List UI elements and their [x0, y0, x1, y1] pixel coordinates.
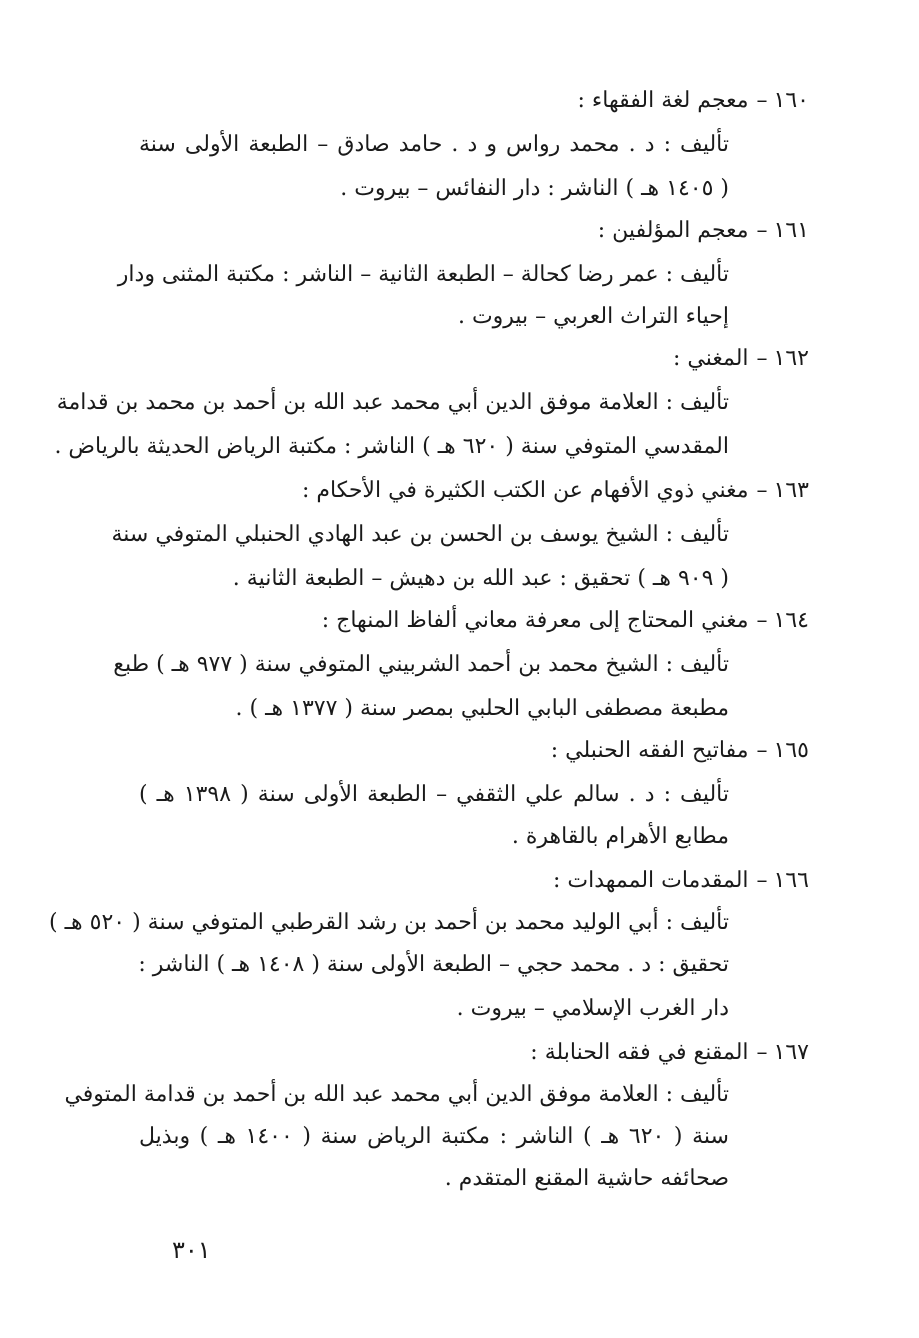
- entry-title-text: معجم لغة الفقهاء :: [577, 88, 749, 113]
- entry-165-line-2: مطابع الأهرام بالقاهرة .: [511, 824, 729, 849]
- entry-160-title: [109, 86, 809, 116]
- entry-161-line-2: إحياء التراث العربي – بيروت .: [457, 304, 729, 329]
- entry-165-title: [109, 736, 809, 766]
- page-number: ٣٠١: [172, 1236, 211, 1264]
- entry-title-text: المقنع في فقه الحنابلة :: [530, 1040, 749, 1065]
- entry-167-title: [109, 1038, 809, 1068]
- entry-163-title: [109, 476, 809, 506]
- entry-number: ١٦٢: [773, 346, 809, 371]
- entry-166-title: [109, 866, 809, 896]
- dash: –: [756, 738, 768, 763]
- entry-161-title: [109, 216, 809, 246]
- entry-162-line-2: المقدسي المتوفي سنة ( ٦٢٠ هـ ) الناشر : مكتبة الرياض الحديثة بالرياض .: [54, 434, 729, 459]
- entry-164-title: [109, 606, 809, 636]
- entry-162-title: [109, 344, 809, 374]
- dash: –: [756, 868, 768, 893]
- entry-number: ١٦٠: [773, 88, 809, 113]
- entry-162-line-1: تأليف : العلامة موفق الدين أبي محمد عبد الله بن أحمد بن محمد بن قدامة: [56, 390, 729, 415]
- entry-number: ١٦٥: [773, 738, 809, 763]
- entry-number: ١٦١: [773, 218, 809, 243]
- entry-165-line-1: تأليف : د . سالم علي الثقفي – الطبعة الأولى سنة ( ١٣٩٨ هـ ): [139, 782, 729, 807]
- entry-number: ١٦٧: [773, 1040, 809, 1065]
- entry-number: ١٦٣: [773, 478, 809, 503]
- entry-166-line-1: تأليف : أبي الوليد محمد بن أحمد بن رشد القرطبي المتوفي سنة ( ٥٢٠ هـ ): [49, 910, 729, 935]
- entry-title-text: مغني ذوي الأفهام عن الكتب الكثيرة في الأحكام :: [301, 478, 749, 503]
- entry-167-line-2: سنة ( ٦٢٠ هـ ) الناشر : مكتبة الرياض سنة ( ١٤٠٠ هـ ) وبذيل: [139, 1124, 729, 1149]
- entry-number: ١٦٦: [773, 868, 809, 893]
- dash: –: [756, 608, 768, 633]
- entry-160-line-2: ( ١٤٠٥ هـ ) الناشر : دار النفائس – بيروت .: [340, 176, 729, 201]
- dash: –: [756, 1040, 768, 1065]
- entry-164-line-2: مطبعة مصطفى البابي الحلبي بمصر سنة ( ١٣٧٧ هـ ) .: [235, 696, 729, 721]
- entry-title-text: المغني :: [673, 346, 749, 371]
- entry-title-text: مغني المحتاج إلى معرفة معاني ألفاظ المنهاج :: [321, 608, 749, 633]
- entry-163-line-1: تأليف : الشيخ يوسف بن الحسن بن عبد الهادي الحنبلي المتوفي سنة: [111, 522, 729, 547]
- entry-160-line-1: تأليف : د . محمد رواس و د . حامد صادق – الطبعة الأولى سنة: [139, 132, 729, 157]
- entry-number: ١٦٤: [773, 608, 809, 633]
- entry-166-line-2: تحقيق : د . محمد حجي – الطبعة الأولى سنة ( ١٤٠٨ هـ ) الناشر :: [138, 952, 729, 977]
- entry-161-line-1: تأليف : عمر رضا كحالة – الطبعة الثانية – الناشر : مكتبة المثنى ودار: [117, 262, 729, 287]
- entry-167-line-3: صحائفه حاشية المقنع المتقدم .: [444, 1166, 729, 1191]
- dash: –: [756, 346, 768, 371]
- dash: –: [756, 478, 768, 503]
- entry-163-line-2: ( ٩٠٩ هـ ) تحقيق : عبد الله بن دهيش – الطبعة الثانية .: [232, 566, 729, 591]
- entry-167-line-1: تأليف : العلامة موفق الدين أبي محمد عبد الله بن أحمد بن قدامة المتوفي: [64, 1082, 729, 1107]
- entry-title-text: معجم المؤلفين :: [597, 218, 749, 243]
- entry-title-text: المقدمات الممهدات :: [552, 868, 749, 893]
- dash: –: [756, 218, 768, 243]
- entry-title-text: مفاتيح الفقه الحنبلي :: [550, 738, 749, 763]
- entry-164-line-1: تأليف : الشيخ محمد بن أحمد الشربيني المتوفي سنة ( ٩٧٧ هـ ) طبع: [113, 652, 729, 677]
- dash: –: [756, 88, 768, 113]
- entry-166-line-3: دار الغرب الإسلامي – بيروت .: [456, 996, 729, 1021]
